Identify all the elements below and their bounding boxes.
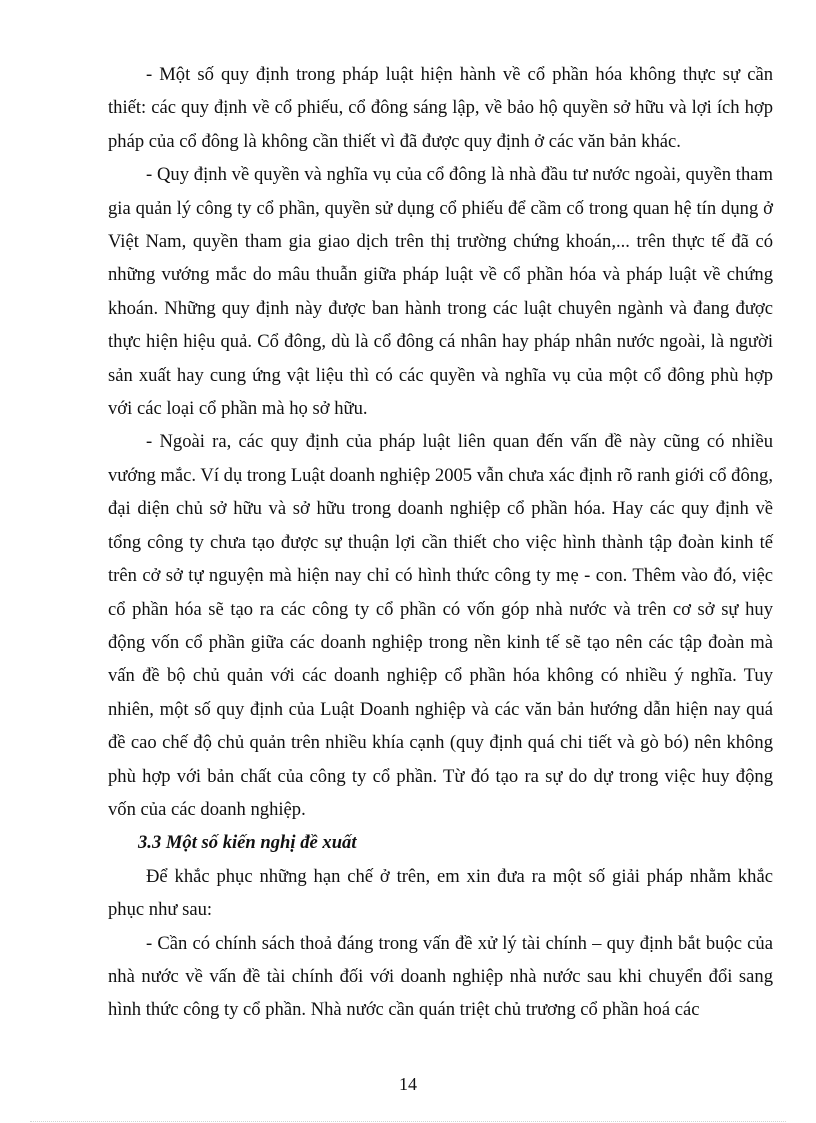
paragraph-foreign-shareholders: - Quy định về quyền và nghĩa vụ của cổ đông là nhà đầu tư nước ngoài, quyền tham gia quản lý công ty cổ phần, quyền sử dụng cổ phiếu để cầm cố trong quan hệ tín dụng ở Việt Nam, quyền tham gia giao dịch trên thị trường chứng khoán,... trên thực tế đã có những vướng mắc do mâu thuẫn giữa pháp luật về cổ phần hóa và pháp luật về chứng khoán. Những quy định này được ban hành trong các luật chuyên ngành và đang được thực hiện hiệu quả. Cổ đông, dù là cổ đông cá nhân hay pháp nhân nước ngoài, là người sản xuất hay cung ứng vật liệu thì có các quyền và nghĩa vụ của một cổ đông phù hợp với các loại cổ phần mà họ sở hữu. bbox=[108, 164, 773, 420]
paragraph-financial-policy: - Cần có chính sách thoả đáng trong vấn đề xử lý tài chính – quy định bắt buộc của nhà nước về vấn đề tài chính đối với doanh nghiệp nhà nước sau khi chuyển đổi sang hình thức công ty cổ phần. Nhà nước cần quán triệt chủ trương cổ phần hoá các bbox=[108, 932, 773, 1021]
page-body bbox=[108, 58, 773, 1027]
paragraph-solutions-intro: Để khắc phục những hạn chế ở trên, em xin đưa ra một số giải pháp nhằm khắc phục như sau: bbox=[108, 865, 773, 921]
paragraph-legal-obstacles: - Ngoài ra, các quy định của pháp luật liên quan đến vấn đề này cũng có nhiều vướng mắc. Ví dụ trong Luật doanh nghiệp 2005 vẫn chưa xác định rõ ranh giới cổ đông, đại diện chủ sở hữu và sở hữu trong doanh nghiệp cổ phần hóa. Hay các quy định về tổng công ty chưa tạo được sự thuận lợi cần thiết cho việc hình thành tập đoàn kinh tế trên cở sở tự nguyện mà hiện nay chỉ có hình thức công ty mẹ - con. Thêm vào đó, việc cổ phần hóa sẽ tạo ra các công ty cổ phần có vốn góp nhà nước và trên cơ sở sự huy động vốn cổ phần giữa các doanh nghiệp trong nền kinh tế sẽ tạo nên các tập đoàn mà vấn đề bộ chủ quản với các doanh nghiệp cổ phần hóa không có nhiều ý nghĩa. Tuy nhiên, một số quy định của Luật Doanh nghiệp và các văn bản hướng dẫn hiện nay quá đề cao chế độ chủ quản trên nhiều khía cạnh (quy định quá chi tiết và gò bó) nên không phù hợp với bản chất của công ty cổ phần. Từ đó tạo ra sự do dự trong việc huy động vốn của các doanh nghiệp. bbox=[108, 431, 773, 820]
page-number: 14 bbox=[399, 1074, 417, 1094]
section-heading: 3.3 Một số kiến nghị đề xuất bbox=[138, 832, 357, 854]
paragraph-redundant-regulations: - Một số quy định trong pháp luật hiện hành về cổ phần hóa không thực sự cần thiết: các quy định về cổ phiếu, cổ đông sáng lập, về bảo hộ quyền sở hữu và lợi ích hợp pháp của cổ đông là không cần thiết vì đã được quy định ở các văn bản khác. bbox=[108, 64, 773, 152]
page-bottom-divider bbox=[30, 1121, 786, 1122]
